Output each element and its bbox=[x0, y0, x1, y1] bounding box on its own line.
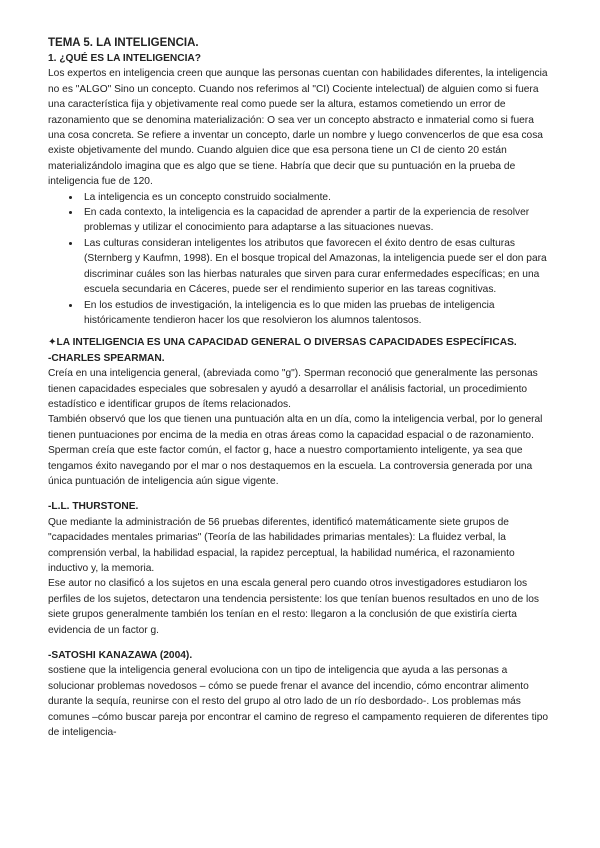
list-item: • Las culturas consideran inteligentes los atributos que favorecen el éxito dentro de esas culturas (Sternberg y Kaufmn, 1998). En el bosque tropical del Amazonas, la inteligencia puede ser el don para discriminar cuáles son las hierbas naturales que sirven para curar enfermedades específicas; en una escuela secundaria en Cáceres, puede ser el rendimiento superior en las tareas cognitivas. bbox=[81, 236, 553, 298]
spearman-paragraph-1: Creía en una inteligencia general, (abreviada como "g"). Sperman reconoció que generalmente las personas tienen capacidades especiales que sobresalen y ayudó a desarrollar el análisis factorial, un procedimiento estadístico e identificar grupos de ítems relacionados. bbox=[48, 368, 538, 410]
thurstone-heading: -L.L. THURSTONE. bbox=[48, 501, 139, 513]
section-1-heading: 1. ¿QUÉ ES LA INTELIGENCIA? bbox=[48, 53, 202, 64]
document-title: TEMA 5. LA INTELIGENCIA. bbox=[48, 37, 199, 49]
spearman-paragraph-2: También observó que los que tienen una puntuación alta en un día, como la inteligencia verbal, por lo general tienen puntuaciones por encima de la media en otras áreas como la capacidad espacial o de razonamiento. bbox=[48, 414, 543, 441]
list-item: • En cada contexto, la inteligencia es la capacidad de aprender a partir de la experiencia de resolver problemas y utilizar el conocimiento para adaptarse a las situaciones nuevas. bbox=[81, 205, 553, 236]
document-page bbox=[48, 36, 553, 740]
intro-paragraph: Los expertos en inteligencia creen que aunque las personas cuentan con habilidades diferentes, la inteligencia no es "ALGO" Sino un concepto. Cuando nos referimos al "CI) Cociente intelectual) de alguien como si fuera una característica fija y objetivamente real como puede ser la altura, estamos cometiendo un error de razonamiento que se denomina materialización: O sea ver un concepto abstracto e inmaterial como si fuera una cosa concreta. Se refiere a inventar un concepto, darle un nombre y luego convencerlos de que esa cosa existe objetivamente del mundo. Cuando alguien dice que esa persona tiene un CI de ciento 20 están materializándolo imagina que es algo que se tiene. Habría que decir que su puntuación en la prueba de inteligencia fue de 120. bbox=[48, 68, 548, 188]
bullet-list bbox=[48, 190, 553, 329]
section-2-heading: ✦LA INTELIGENCIA ES UNA CAPACIDAD GENERAL O DIVERSAS CAPACIDADES ESPECÍFICAS. bbox=[48, 337, 517, 349]
list-item: • En los estudios de investigación, la inteligencia es lo que miden las pruebas de inteligencia históricamente tendieron hacer los que resolvieron los alumnos talentosos. bbox=[81, 298, 553, 329]
thurstone-paragraph-2: Ese autor no clasificó a los sujetos en una escala general pero cuando otros investigadores estudiaron los perfiles de los sujetos, detectaron una tendencia persistente: los que tenían buenos resultados en uno de los siete grupos generalmente también los tenían en el resto: llegaron a la conclusión de que existiría cierta evidencia de un factor g. bbox=[48, 578, 540, 636]
spearman-paragraph-3: Sperman creía que este factor común, el factor g, hace a nuestro comportamiento inteligente, ya sea que tengamos éxito navegando por el mar o nos destaquemos en la escuela. La controversia generada por una única puntuación de inteligencia aún sigue vigente. bbox=[48, 445, 533, 487]
spearman-heading: -CHARLES SPEARMAN. bbox=[48, 352, 165, 364]
kanazawa-heading: -SATOSHI KANAZAWA (2004). bbox=[48, 650, 193, 662]
kanazawa-paragraph-1: sostiene que la inteligencia general evoluciona con un tipo de inteligencia que ayuda a las personas a solucionar problemas novedosos – cómo se puede frenar el avance del incendio, cómo encontrar alimento durante la sequía, reunirse con el resto del grupo al otro lado de un río desbordado-. Los problemas más comunes –cómo buscar pareja por encontrar el camino de regreso el campamento requieren de diferentes tipo de inteligencia- bbox=[48, 665, 549, 739]
thurstone-paragraph-1: Que mediante la administración de 56 pruebas diferentes, identificó matemáticamente siete grupos de "capacidades mentales primarias" (Teoría de las habilidades primarias mentales): La fluidez verbal, la comprensión verbal, la habilidad espacial, la rapidez perceptual, la habilidad numérica, el razonamiento inductivo y, la memoria. bbox=[48, 516, 515, 574]
list-item: • La inteligencia es un concepto construido socialmente. bbox=[81, 190, 553, 205]
